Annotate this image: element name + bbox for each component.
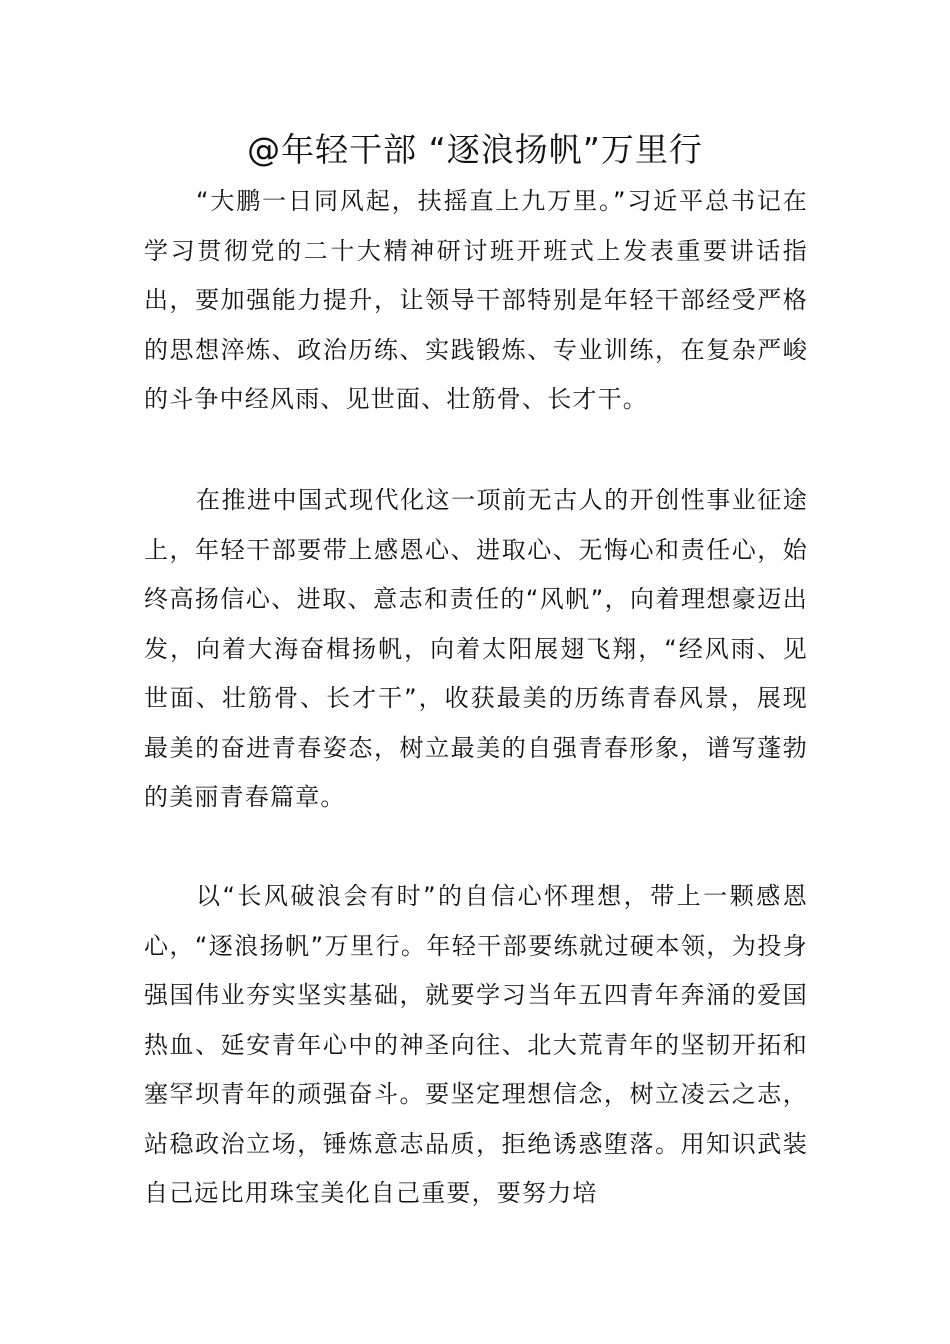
paragraph-2: 在推进中国式现代化这一项前无古人的开创性事业征途上，年轻干部要带上感恩心、进取心、无悔心和责任心，始终高扬信心、进取、意志和责任的“风帆”，向着理想豪迈出发，向着大海奋楫扬帆，向着太阳展翅飞翔，“经风雨、见世面、壮筋骨、长才干”，收获最美的历练青春风景，展现最美的奋进青春姿态，树立最美的自强青春形象，谱写蓬勃的美丽青春篇章。	[144, 486, 808, 811]
paragraph-1: “大鹏一日同风起，扶摇直上九万里。”习近平总书记在学习贯彻党的二十大精神研讨班开班式上发表重要讲话指出，要加强能力提升，让领导干部特别是年轻干部经受严格的思想淬炼、政治历练、实践锻炼、专业训练，在复杂严峻的斗争中经风雨、见世面、壮筋骨、长才干。	[144, 187, 808, 413]
document-title: @年轻干部 “逐浪扬帆”万里行	[247, 130, 703, 169]
paragraph-3: 以“长风破浪会有时”的自信心怀理想，带上一颗感恩心，“逐浪扬帆”万里行。年轻干部要练就过硬本领，为投身强国伟业夯实坚实基础，就要学习当年五四青年奔涌的爱国热血、延安青年心中的神圣向往、北大荒青年的坚韧开拓和塞罕坝青年的顽强奋斗。要坚定理想信念，树立凌云之志，站稳政治立场，锤炼意志品质，拒绝诱惑堕落。用知识武装自己远比用珠宝美化自己重要，要努力培	[144, 882, 808, 1207]
